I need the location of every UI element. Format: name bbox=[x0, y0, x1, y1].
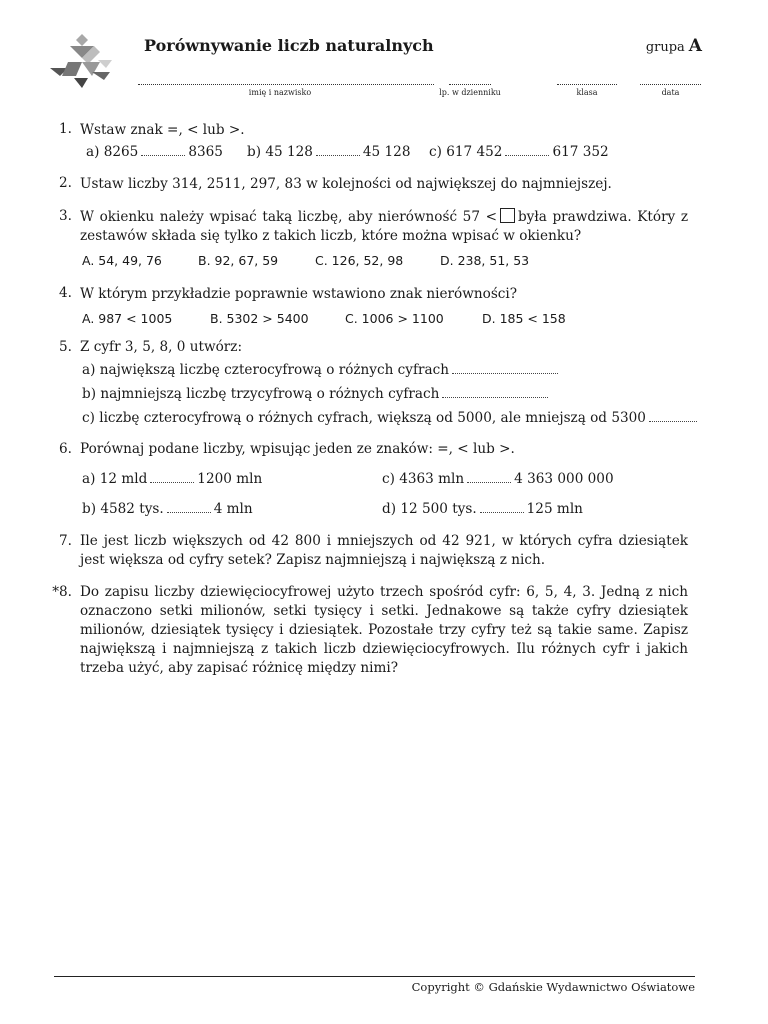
name-field-label: imię i nazwisko bbox=[248, 88, 312, 97]
question-5-part-b: b) najmniejszą liczbę trzycyfrową o różnych cyfrach bbox=[82, 385, 551, 404]
group-letter: A bbox=[688, 36, 702, 56]
answer-blank[interactable] bbox=[505, 145, 549, 156]
answer-option[interactable]: C. 1006 > 1100 bbox=[345, 311, 444, 326]
answer-box[interactable] bbox=[500, 208, 515, 223]
question-6-part-a: a) 12 mld 1200 mln bbox=[82, 471, 263, 487]
question-2-text: Ustaw liczby 314, 2511, 297, 83 w kolejności od największej do najmniejszej. bbox=[80, 176, 612, 192]
question-6-part-b: b) 4582 tys. 4 mln bbox=[82, 501, 253, 517]
answer-option[interactable]: B. 92, 67, 59 bbox=[198, 253, 279, 268]
question-6-text: Porównaj podane liczby, wpisując jeden ze znaków: =, < lub >. bbox=[80, 441, 515, 457]
question-6-part-c: c) 4363 mln 4 363 000 000 bbox=[382, 471, 614, 487]
question-1-text: Wstaw znak =, < lub >. bbox=[80, 122, 245, 138]
answer-blank[interactable] bbox=[167, 502, 211, 513]
question-number: 5. bbox=[59, 339, 72, 355]
answer-blank[interactable] bbox=[467, 472, 511, 483]
answer-option[interactable]: D. 238, 51, 53 bbox=[440, 253, 530, 268]
group-indicator bbox=[646, 36, 702, 56]
answer-blank[interactable] bbox=[452, 363, 558, 374]
answer-option[interactable]: A. 54, 49, 76 bbox=[82, 253, 162, 268]
answer-option[interactable]: A. 987 < 1005 bbox=[82, 311, 173, 326]
name-field[interactable] bbox=[138, 74, 434, 85]
class-number-field[interactable] bbox=[449, 74, 491, 85]
question-1-part-b: b) 45 128 45 128 bbox=[247, 144, 411, 160]
answer-option[interactable]: C. 126, 52, 98 bbox=[315, 253, 404, 268]
question-number: 4. bbox=[59, 285, 72, 301]
question-number: 2. bbox=[59, 175, 72, 191]
question-1-part-c: c) 617 452 617 352 bbox=[429, 144, 609, 160]
answer-blank[interactable] bbox=[316, 145, 360, 156]
footer-divider bbox=[54, 976, 695, 977]
question-number: 3. bbox=[59, 208, 72, 224]
class-field[interactable] bbox=[557, 74, 617, 85]
answer-option[interactable]: D. 185 < 158 bbox=[482, 311, 566, 326]
answer-blank[interactable] bbox=[150, 472, 194, 483]
copyright-notice: Copyright © Gdańskie Wydawnictwo Oświatowe bbox=[411, 980, 695, 994]
question-8-text: Do zapisu liczby dziewięciocyfrowej użyto trzech spośród cyfr: 6, 5, 4, 3. Jedną z nich oznaczono setki milionów, setki tysięcy i setki. Jednakowe są także cyfry dziesiątek milionów, dziesiątek tysięcy i dziesiątek. Pozostałe trzy cyfry też są takie same. Zapisz największą i najmniejszą z takich liczb dziewięciocyfrowych. Ilu różnych cyfr i jakich trzeba użyć, aby zapisać różnicę między nimi? bbox=[80, 584, 688, 676]
question-number: 6. bbox=[59, 441, 72, 457]
date-field[interactable] bbox=[640, 74, 701, 85]
question-number: 7. bbox=[59, 533, 72, 549]
page-title: Porównywanie liczb naturalnych bbox=[144, 36, 434, 55]
class-field-label: klasa bbox=[576, 88, 598, 97]
question-5-part-c: c) liczbę czterocyfrową o różnych cyfrach, większą od 5000, ale mniejszą od 5300 bbox=[82, 409, 700, 428]
question-1-part-a: a) 8265 8365 bbox=[86, 144, 223, 160]
answer-blank[interactable] bbox=[480, 502, 524, 513]
question-5-text: Z cyfr 3, 5, 8, 0 utwórz: bbox=[80, 339, 243, 355]
question-3-text: W okienku należy wpisać taką liczbę, aby nierówność 57 < była prawdziwa. Który z zestawów składa się tylko z takich liczb, które można wpisać w okienku? bbox=[80, 209, 688, 244]
question-number: *8. bbox=[52, 584, 72, 600]
tangram-logo-icon bbox=[48, 32, 116, 90]
answer-option[interactable]: B. 5302 > 5400 bbox=[210, 311, 309, 326]
group-label: grupa bbox=[645, 40, 685, 55]
question-7-text: Ile jest liczb większych od 42 800 i mniejszych od 42 921, w których cyfra dziesiątek jest większa od cyfry setek? Zapisz najmniejszą i największą z nich. bbox=[80, 533, 688, 568]
question-4-text: W którym przykładzie poprawnie wstawiono znak nierówności? bbox=[80, 286, 518, 302]
date-field-label: data bbox=[661, 88, 680, 97]
question-6-part-d: d) 12 500 tys. 125 mln bbox=[382, 501, 583, 517]
question-5-part-a: a) największą liczbę czterocyfrową o różnych cyfrach bbox=[82, 361, 561, 380]
question-number: 1. bbox=[59, 121, 72, 137]
class-number-field-label: lp. w dzienniku bbox=[439, 88, 501, 97]
answer-blank[interactable] bbox=[141, 145, 185, 156]
answer-blank[interactable] bbox=[442, 387, 548, 398]
answer-blank[interactable] bbox=[649, 411, 697, 422]
